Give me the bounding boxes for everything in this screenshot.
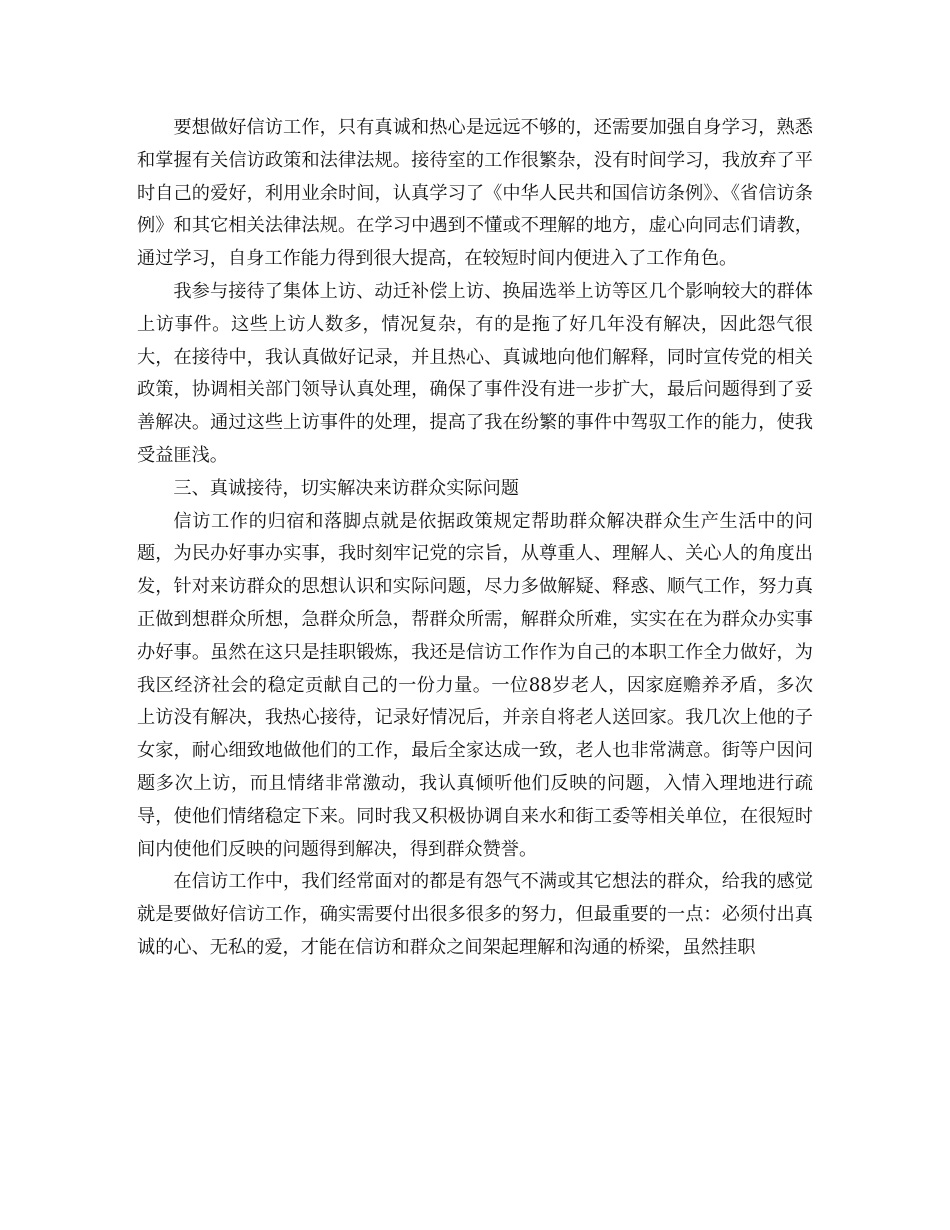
section-heading: 三、真诚接待，切实解决来访群众实际问题	[173, 477, 519, 499]
paragraph-sincerity: 在信访工作中，我们经常面对的都是有怨气不满或其它想法的群众，给我的感觉就是要做好信访工作，确实需要付出很多很多的努力，但最重要的一点：必须付出真诚的心、无私的爱，才能在信访和群众之间架起理解和沟通的桥梁，虽然挂职	[137, 871, 813, 958]
paragraph-group-petitions: 我参与接待了集体上访、动迁补偿上访、换届选举上访等区几个影响较大的群体上访事件。这些上访人数多，情况复杂，有的是拖了好几年没有解决，因此怨气很大，在接待中，我认真做好记录，并且热心、真诚地向他们解释，同时宣传党的相关政策，协调相关部门领导认真处理，确保了事件没有进一步扩大，最后问题得到了妥善解决。通过这些上访事件的处理，提高了我在纷繁的事件中驾驭工作的能力，使我受益匪浅。	[137, 280, 813, 466]
paragraph-solving-problems: 信访工作的归宿和落脚点就是依据政策规定帮助群众解决群众生产生活中的问题，为民办好事办实事，我时刻牢记党的宗旨，从尊重人、理解人、关心人的角度出发，针对来访群众的思想认识和实际问题，尽力多做解疑、释惑、顺气工作，努力真正做到想群众所想，急群众所急，帮群众所需，解群众所难，实实在在为群众办实事办好事。虽然在这只是挂职锻炼，我还是信访工作作为自己的本职工作全力做好，为我区经济社会的稳定贡献自己的一份力量。一位88岁老人，因家庭赡养矛盾，多次上访没有解决，我热心接待，记录好情况后，并亲自将老人送回家。我几次上他的子女家，耐心细致地做他们的工作，最后全家达成一致，老人也非常满意。街等户因问题多次上访，而且情绪非常激动，我认真倾听他们反映的问题，入情入理地进行疏导，使他们情绪稳定下来。同时我又积极协调自来水和街工委等相关单位，在很短时间内使他们反映的问题得到解决，得到群众赞誉。	[137, 510, 813, 860]
document-body	[137, 112, 813, 965]
paragraph-self-study: 要想做好信访工作，只有真诚和热心是远远不够的，还需要加强自身学习，熟悉和掌握有关信访政策和法律法规。接待室的工作很繁杂，没有时间学习，我放弃了平时自己的爱好，利用业余时间，认真学习了《中华人民共和国信访条例》、《省信访条例》和其它相关法律法规。在学习中遇到不懂或不理解的地方，虚心向同志们请教，通过学习，自身工作能力得到很大提高，在较短时间内便进入了工作角色。	[137, 117, 813, 270]
